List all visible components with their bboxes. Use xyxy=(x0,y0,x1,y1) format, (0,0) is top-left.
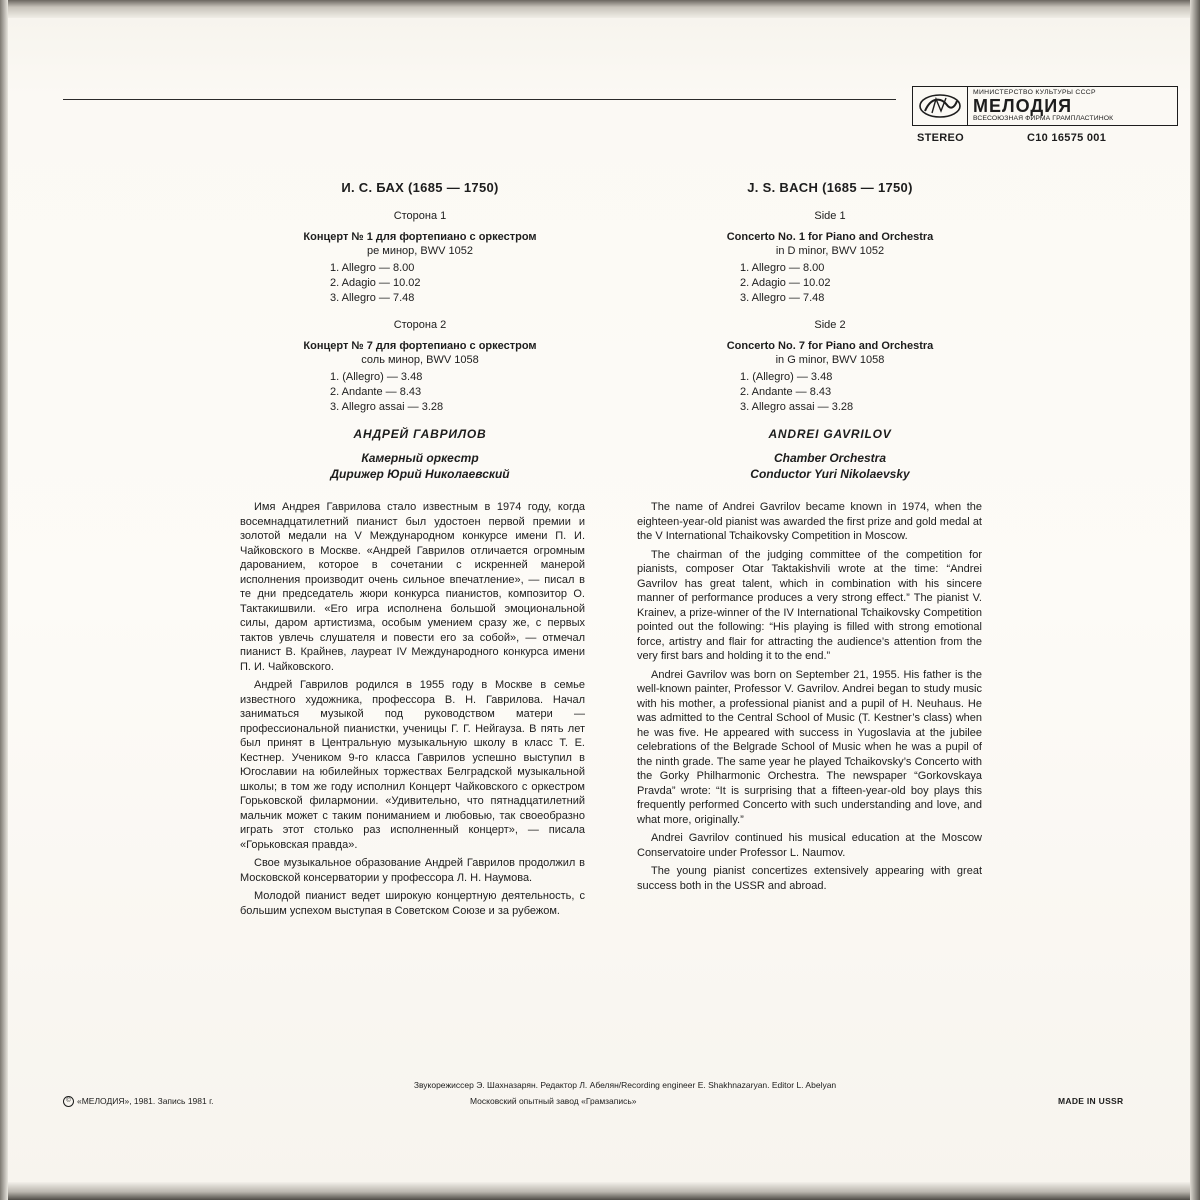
side-label: Side 1 xyxy=(814,210,846,222)
performer-name: АНДРЕЙ ГАВРИЛОВ xyxy=(353,427,487,441)
copyright-line xyxy=(63,1096,214,1107)
track-list xyxy=(255,261,585,306)
catalog-number: С10 16575 001 xyxy=(1027,132,1107,144)
notes-paragraph: Андрей Гаврилов родился в 1955 году в Москве в семье известного художника, профессора В. Н. Гаврилова. Начал заниматься музыкой под руководством матери — профессиональной пианистки, ученицы Г. Г. Нейгауза. В пять лет был принят в Центральную музыкальную школу в класс Т. Е. Кестнер. Учеником 9-го класса Гаврилов успешно выступил в Югославии на юбилейных торжествах Белградской музыкальной школы; в том же году исполнил Концерт Чайковского с оркестром Горьковской филармонии. «Удивительно, что пятнадцатилетний мальчик может с таким пониманием и любовью, так своеобразно играть этот столько раз исполненный концерт», — писала «Горьковская правда». xyxy=(240,679,585,851)
work-title: Concerto No. 1 for Piano and Orchestra xyxy=(726,231,934,243)
track-item: 3. Allegro — 7.48 xyxy=(330,292,415,304)
top-divider xyxy=(63,99,896,100)
liner-notes-english xyxy=(637,500,982,897)
track-item: 1. Allegro — 8.00 xyxy=(740,262,825,274)
logo-company-line: ВСЕСОЮЗНАЯ ФИРМА ГРАМПЛАСТИНОК xyxy=(973,115,1114,122)
notes-paragraph: The young pianist concertizes extensively appearing with great success both in the USSR and abroad. xyxy=(637,865,982,892)
notes-paragraph: Имя Андрея Гаврилова стало известным в 1974 году, когда восемнадцатилетний пианист был удостоен первой премии и золотой медали на V Международном конкурсе имени П. И. Чайковского в Москве. «Андрей Гаврилов отличается огромным дарованием, которое в сочетании с искренней манерой исполнения производит очень сильное впечатление», — писал в те дни председатель жюри конкурса пианистов, композитор О. Тактакишвили. «Его игра исполнена большой эмоциональной силы, даром артистизма, особым умением сразу же, с первых тактов увлечь слушателя и повести его за собой», — отмечал пианист В. Крайнев, лауреат IV Международного конкурса имени П. И. Чайковского. xyxy=(240,501,585,673)
ensemble-name: Chamber Orchestra xyxy=(773,451,887,465)
made-in-label: MADE IN USSR xyxy=(1058,1096,1124,1106)
notes-paragraph: The chairman of the judging committee of the competition for pianists, composer Otar Taktakishvili wrote at the time: “Andrei Gavrilov has great talent, which in combination with his sincere manner of performance produces a very strong effect.” The pianist V. Krainev, a prize-winner of the IV International Tchaikovsky Competition pointed out the following: “His playing is filled with strong emotional force, artistry and flair for attracting the audience’s attention from the very first bars and holding it to the end.” xyxy=(637,548,982,662)
sleeve-edge-top xyxy=(0,0,1200,18)
work-key: in G minor, BWV 1058 xyxy=(775,354,885,366)
side-label: Сторона 1 xyxy=(393,210,447,222)
notes-paragraph: The name of Andrei Gavrilov became known in 1974, when the eighteen-year-old pianist was awarded the first prize and gold medal at the V International Tchaikovsky Competition in Moscow. xyxy=(637,501,982,542)
track-item: 2. Andante — 8.43 xyxy=(740,386,832,398)
logo-brand-name: МЕЛОДИЯ xyxy=(973,96,1073,116)
stereo-label: STEREO xyxy=(917,132,965,144)
sleeve-edge-bottom xyxy=(0,1182,1200,1200)
sleeve-edge-right xyxy=(1190,0,1200,1200)
track-list xyxy=(665,370,995,415)
ensemble-name: Камерный оркестр xyxy=(361,451,479,465)
track-item: 2. Andante — 8.43 xyxy=(330,386,422,398)
notes-paragraph: Свое музыкальное образование Андрей Гаврилов продолжил в Московской консерватории у профессора Л. Н. Наумова. xyxy=(240,857,585,884)
melodiya-emblem-icon xyxy=(913,87,968,125)
track-item: 2. Adagio — 10.02 xyxy=(740,277,831,289)
side-label: Сторона 2 xyxy=(393,319,447,331)
copyright-icon: © xyxy=(63,1096,74,1107)
program-english xyxy=(665,180,995,482)
performer-name: ANDREI GAVRILOV xyxy=(768,427,892,441)
track-item: 3. Allegro — 7.48 xyxy=(740,292,825,304)
notes-paragraph: Молодой пианист ведет широкую концертную деятельность, с большим успехом выступая в Советском Союзе и за рубежом. xyxy=(240,890,585,917)
conductor-name: Дирижер Юрий Николаевский xyxy=(330,467,510,481)
factory-line: Московский опытный завод «Грамзапись» xyxy=(470,1096,637,1106)
track-list xyxy=(665,261,995,306)
logo-ministry-line: МИНИСТЕРСТВО КУЛЬТУРЫ СССР xyxy=(973,89,1096,96)
track-item: 3. Allegro assai — 3.28 xyxy=(330,401,444,413)
liner-notes-russian xyxy=(240,500,585,922)
sleeve-edge-left xyxy=(0,0,8,1200)
side-label: Side 2 xyxy=(814,319,846,331)
track-item: 2. Adagio — 10.02 xyxy=(330,277,421,289)
track-item: 1. (Allegro) — 3.48 xyxy=(330,371,423,383)
work-title: Концерт № 1 для фортепиано с оркестром xyxy=(303,231,537,243)
program-russian xyxy=(255,180,585,482)
work-key: in D minor, BWV 1052 xyxy=(775,245,885,257)
track-item: 3. Allegro assai — 3.28 xyxy=(740,401,854,413)
composer-heading: И. С. БАХ (1685 — 1750) xyxy=(341,180,499,195)
work-key: соль минор, BWV 1058 xyxy=(361,354,479,366)
track-item: 1. Allegro — 8.00 xyxy=(330,262,415,274)
notes-paragraph: Andrei Gavrilov was born on September 21, 1955. His father is the well-known painter, Professor V. Gavrilov. Andrei began to study music with his mother, a professional pianist and a pupil of H. Neuhaus. He was admitted to the Central School of Music (T. Kestner’s class) when he was five. He appeared with success in Yugoslavia at the jubilee celebrations of the Belgrade School of Music when he was a pupil of the ninth grade. The same year he played Tchaikovsky’s Concerto with the Gorky Philharmonic Orchestra. The newspaper “Gorkovskaya Pravda” wrote: “It is surprising that a fifteen-year-old boy plays this frequently performed Concerto with such understanding and love, and what more, originally.” xyxy=(637,668,982,826)
conductor-name: Conductor Yuri Nikolaevsky xyxy=(750,467,910,481)
work-title: Concerto No. 7 for Piano and Orchestra xyxy=(726,340,934,352)
composer-heading: J. S. BACH (1685 — 1750) xyxy=(747,180,913,195)
track-list xyxy=(255,370,585,415)
melodiya-logo xyxy=(912,86,1178,126)
work-title: Концерт № 7 для фортепиано с оркестром xyxy=(303,340,537,352)
notes-paragraph: Andrei Gavrilov continued his musical education at the Moscow Conservatoire under Professor L. Naumov. xyxy=(637,832,982,859)
recording-credits: Звукорежиссер Э. Шахназарян. Редактор Л. Абелян/Recording engineer E. Shakhnazaryan. Editor L. Abelyan xyxy=(413,1080,837,1090)
work-key: ре минор, BWV 1052 xyxy=(366,245,473,257)
copyright-text: «МЕЛОДИЯ», 1981. Запись 1981 г. xyxy=(77,1096,214,1106)
track-item: 1. (Allegro) — 3.48 xyxy=(740,371,833,383)
